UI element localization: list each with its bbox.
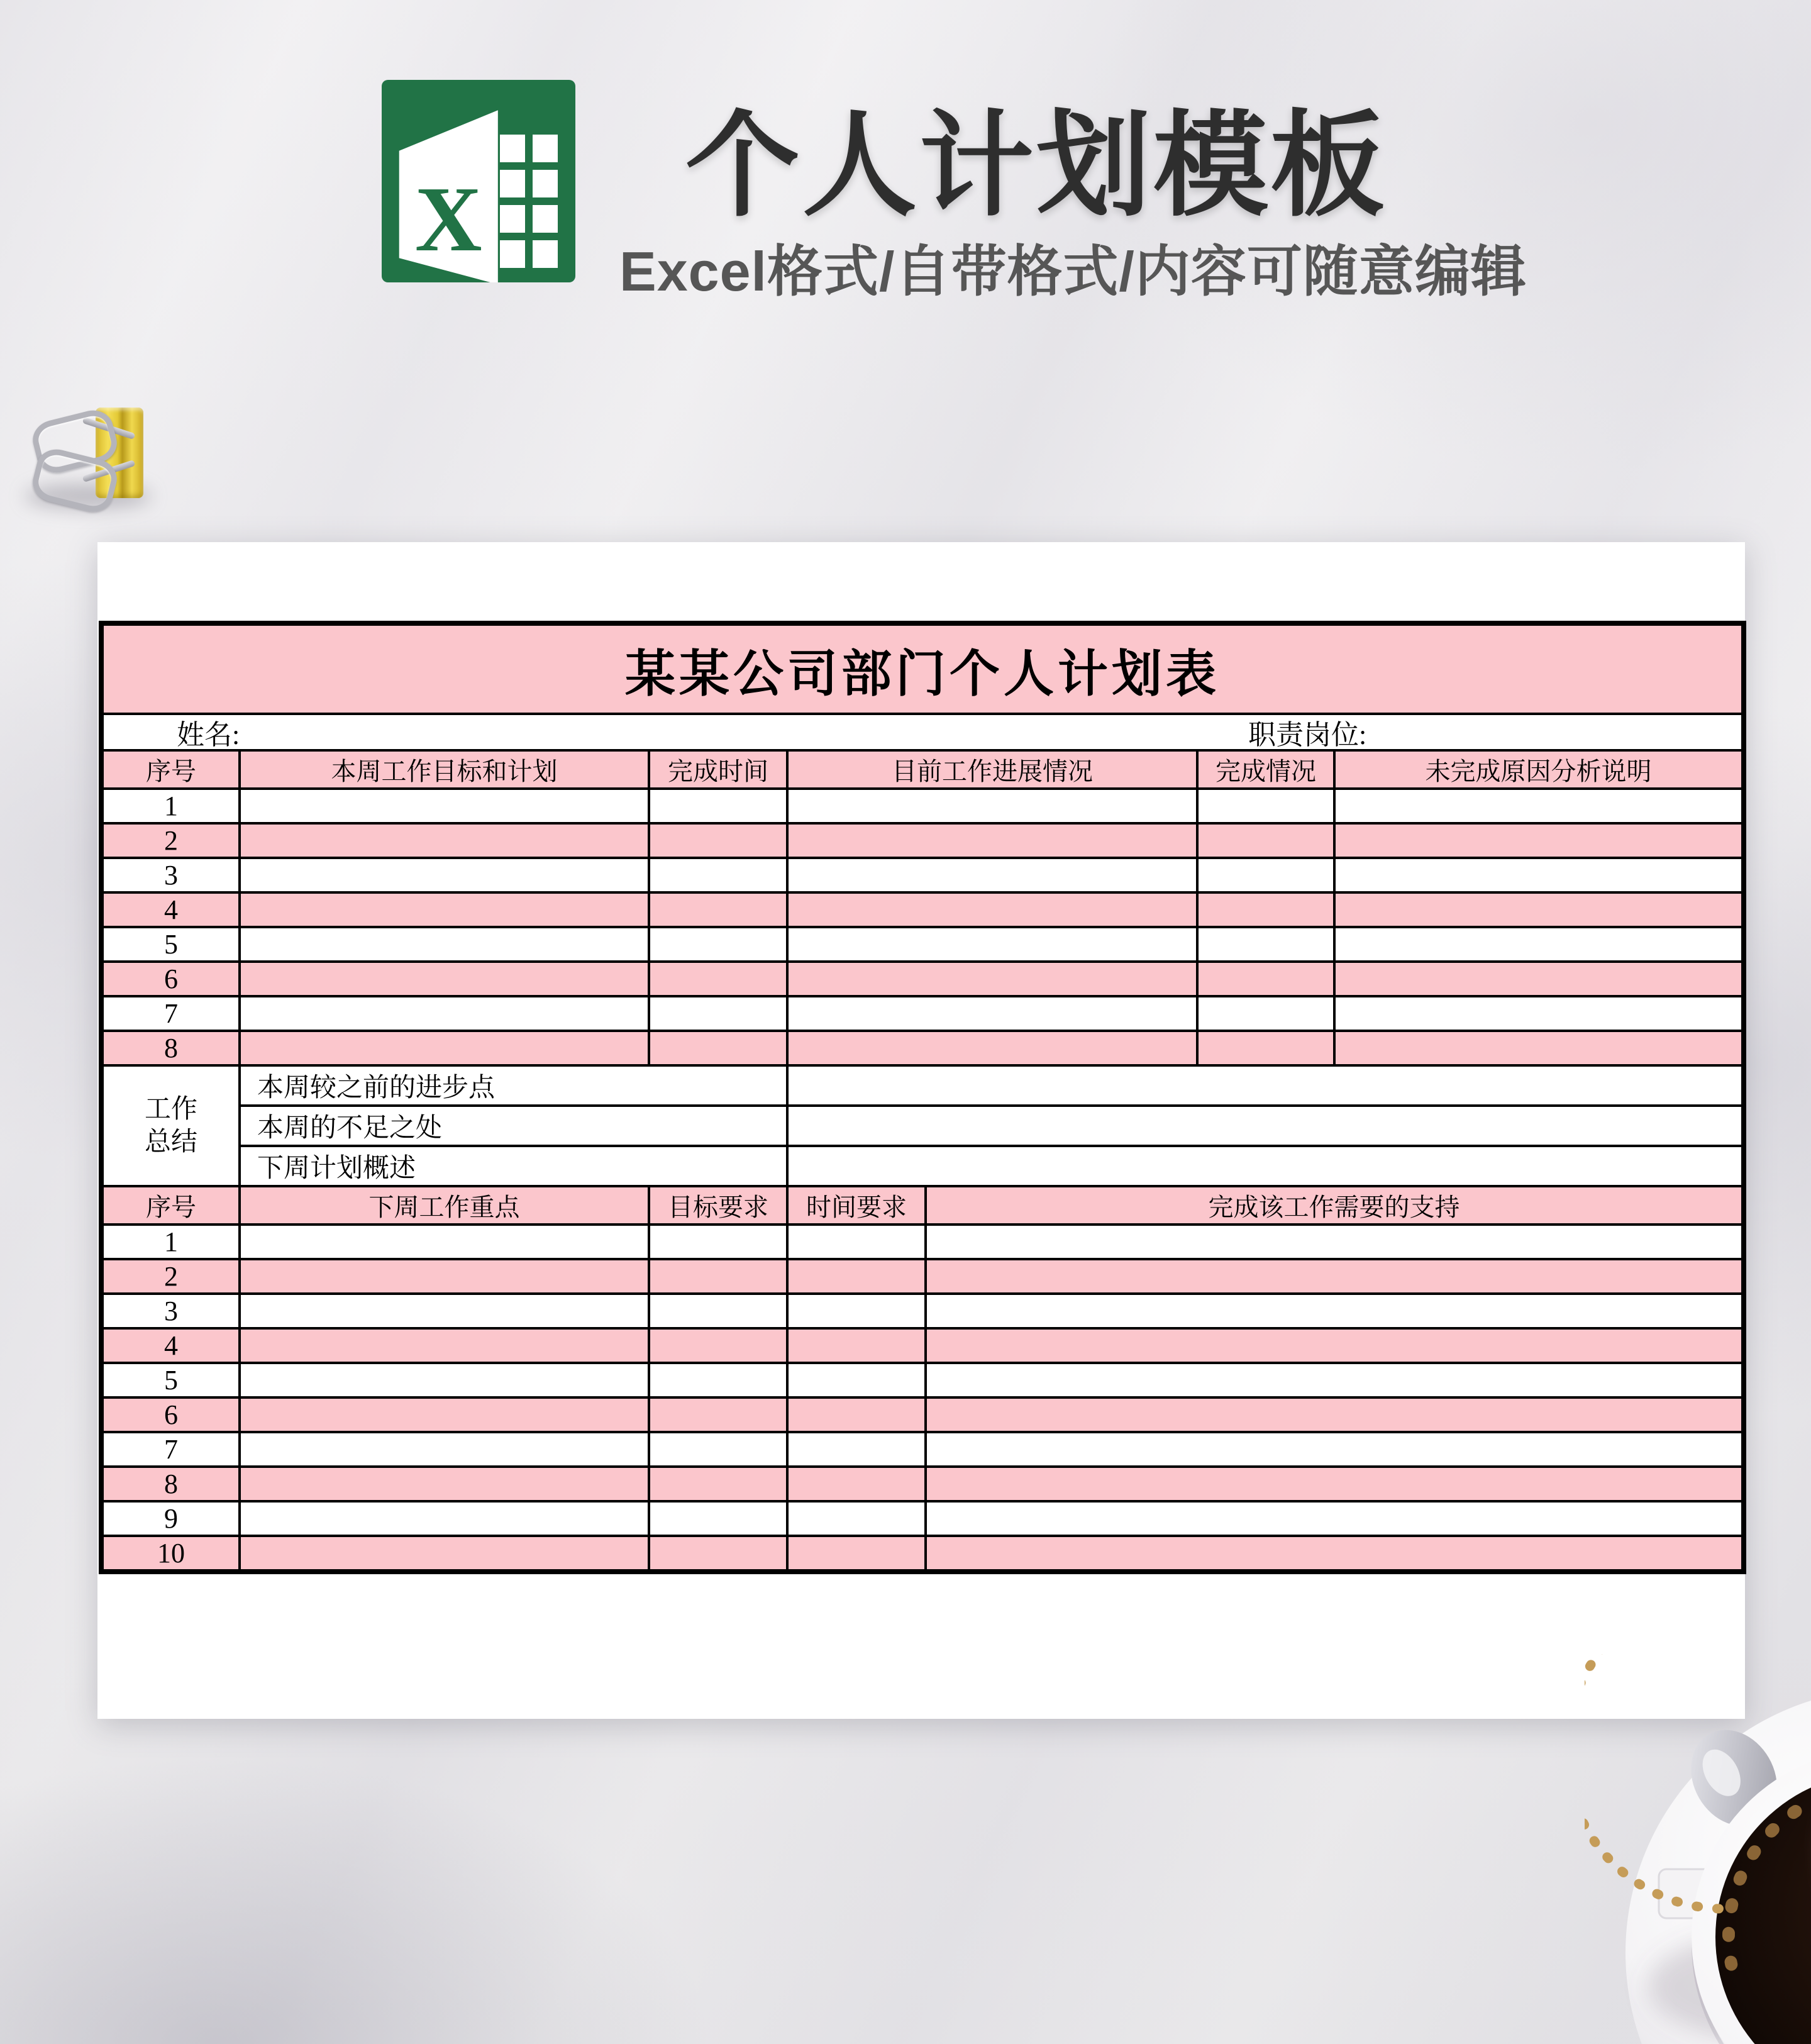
empty-cell (649, 1294, 787, 1328)
empty-cell (787, 927, 1197, 962)
row-number-cell: 4 (101, 892, 240, 927)
empty-cell (787, 1294, 926, 1328)
row-number-cell: 4 (101, 1328, 240, 1363)
empty-cell (240, 892, 649, 927)
empty-cell (649, 1363, 787, 1397)
empty-cell (787, 1467, 926, 1501)
column-header: 完成时间 (649, 750, 787, 789)
table-row (101, 892, 1744, 927)
empty-cell (1334, 892, 1744, 927)
banner-subtitle: Excel格式/自带格式/内容可随意编辑 (619, 240, 1527, 303)
empty-cell (649, 996, 787, 1031)
empty-cell (240, 1259, 649, 1294)
summary-label: 本周的不足之处 (240, 1106, 787, 1146)
empty-cell (240, 1294, 649, 1328)
banner-title: 个人计划模板 (685, 101, 1387, 230)
empty-cell (240, 927, 649, 962)
table-row (101, 996, 1744, 1031)
empty-cell (926, 1467, 1744, 1501)
empty-cell (926, 1397, 1744, 1432)
row-number-cell: 6 (101, 962, 240, 996)
empty-cell (240, 1536, 649, 1572)
summary-row (101, 1106, 1744, 1146)
empty-cell (649, 892, 787, 927)
empty-cell (649, 927, 787, 962)
empty-cell (787, 892, 1197, 927)
empty-cell (926, 1294, 1744, 1328)
table-row (101, 1328, 1744, 1363)
empty-cell (926, 1432, 1744, 1467)
table-row (101, 1397, 1744, 1432)
table-row (101, 1363, 1744, 1397)
row-number-cell: 10 (101, 1536, 240, 1572)
empty-cell (649, 1259, 787, 1294)
table-row (101, 927, 1744, 962)
empty-cell (649, 789, 787, 823)
summary-label: 下周计划概述 (240, 1146, 787, 1186)
empty-cell (649, 1225, 787, 1259)
name-position-cell (101, 714, 1744, 750)
empty-cell (787, 789, 1197, 823)
column-header: 序号 (101, 750, 240, 789)
empty-cell (649, 1536, 787, 1572)
section2-header-row (101, 1186, 1744, 1225)
empty-cell (926, 1225, 1744, 1259)
table-row (101, 1031, 1744, 1065)
column-header: 目前工作进展情况 (787, 750, 1197, 789)
table-row (101, 858, 1744, 892)
empty-cell (649, 823, 787, 858)
summary-row (101, 1146, 1744, 1186)
empty-cell (1334, 927, 1744, 962)
name-label: 姓名: (177, 719, 240, 750)
summary-label: 本周较之前的进步点 (240, 1065, 787, 1106)
table-row (101, 1225, 1744, 1259)
empty-cell (240, 1225, 649, 1259)
row-number-cell: 5 (101, 1363, 240, 1397)
empty-cell (787, 1536, 926, 1572)
column-header: 目标要求 (649, 1186, 787, 1225)
summary-row (101, 1065, 1744, 1106)
row-number-cell: 5 (101, 927, 240, 962)
empty-cell (649, 858, 787, 892)
summary-value-cell (787, 1065, 1744, 1106)
row-number-cell: 3 (101, 1294, 240, 1328)
empty-cell (787, 996, 1197, 1031)
table-row (101, 789, 1744, 823)
empty-cell (240, 823, 649, 858)
empty-cell (240, 858, 649, 892)
empty-cell (240, 1432, 649, 1467)
empty-cell (240, 1031, 649, 1065)
table-row (101, 1259, 1744, 1294)
empty-cell (649, 1467, 787, 1501)
empty-cell (1334, 996, 1744, 1031)
empty-cell (787, 1328, 926, 1363)
plan-table (99, 621, 1746, 1574)
row-number-cell: 7 (101, 996, 240, 1031)
empty-cell (1334, 823, 1744, 858)
empty-cell (240, 996, 649, 1031)
empty-cell (926, 1501, 1744, 1536)
row-number-cell: 2 (101, 1259, 240, 1294)
empty-cell (1197, 823, 1334, 858)
empty-cell (240, 1397, 649, 1432)
empty-cell (787, 1225, 926, 1259)
empty-cell (1197, 789, 1334, 823)
empty-cell (787, 1501, 926, 1536)
empty-cell (926, 1363, 1744, 1397)
empty-cell (926, 1328, 1744, 1363)
row-number-cell: 1 (101, 1225, 240, 1259)
empty-cell (787, 858, 1197, 892)
empty-cell (649, 1397, 787, 1432)
column-header: 序号 (101, 1186, 240, 1225)
empty-cell (787, 1259, 926, 1294)
table-title-row (101, 623, 1744, 714)
empty-cell (1197, 962, 1334, 996)
row-number-cell: 2 (101, 823, 240, 858)
empty-cell (649, 1432, 787, 1467)
row-number-cell: 3 (101, 858, 240, 892)
column-header: 时间要求 (787, 1186, 926, 1225)
empty-cell (1334, 789, 1744, 823)
empty-cell (240, 789, 649, 823)
empty-cell (240, 1501, 649, 1536)
empty-cell (926, 1536, 1744, 1572)
empty-cell (240, 1467, 649, 1501)
paper-sheet (97, 542, 1745, 1719)
empty-cell (1197, 1031, 1334, 1065)
empty-cell (240, 1363, 649, 1397)
row-number-cell: 1 (101, 789, 240, 823)
empty-cell (1334, 858, 1744, 892)
empty-cell (649, 962, 787, 996)
empty-cell (787, 962, 1197, 996)
empty-cell (787, 1432, 926, 1467)
empty-cell (649, 1501, 787, 1536)
table-row (101, 1536, 1744, 1572)
empty-cell (1197, 858, 1334, 892)
empty-cell (1197, 996, 1334, 1031)
empty-cell (787, 823, 1197, 858)
summary-value-cell (787, 1106, 1744, 1146)
table-row (101, 1501, 1744, 1536)
coffee-cup (1585, 1654, 1811, 2044)
section1-header-row (101, 750, 1744, 789)
empty-cell (787, 1363, 926, 1397)
column-header: 本周工作目标和计划 (240, 750, 649, 789)
empty-cell (926, 1259, 1744, 1294)
table-row (101, 1432, 1744, 1467)
table-row (101, 1467, 1744, 1501)
column-header: 未完成原因分析说明 (1334, 750, 1744, 789)
table-row (101, 962, 1744, 996)
section1-rows (101, 789, 1744, 1065)
summary-value-cell (787, 1146, 1744, 1186)
empty-cell (240, 962, 649, 996)
empty-cell (1197, 892, 1334, 927)
name-position-row (101, 714, 1744, 750)
row-number-cell: 9 (101, 1501, 240, 1536)
empty-cell (649, 1328, 787, 1363)
excel-grid-shape (500, 135, 558, 269)
empty-cell (787, 1031, 1197, 1065)
column-header: 完成情况 (1197, 750, 1334, 789)
table-row (101, 823, 1744, 858)
row-number-cell: 6 (101, 1397, 240, 1432)
empty-cell (649, 1031, 787, 1065)
column-header: 完成该工作需要的支持 (926, 1186, 1744, 1225)
table-title: 某某公司部门个人计划表 (101, 623, 1744, 714)
excel-x-letter: X (414, 168, 482, 272)
empty-cell (787, 1397, 926, 1432)
position-label: 职责岗位: (1248, 719, 1367, 750)
empty-cell (1197, 927, 1334, 962)
empty-cell (1334, 962, 1744, 996)
excel-icon (382, 80, 575, 282)
empty-cell (1334, 1031, 1744, 1065)
row-number-cell: 7 (101, 1432, 240, 1467)
row-number-cell: 8 (101, 1467, 240, 1501)
section2-rows (101, 1225, 1744, 1572)
table-row (101, 1294, 1744, 1328)
column-header: 下周工作重点 (240, 1186, 649, 1225)
summary-side-cell: 工作总结 (101, 1065, 240, 1186)
row-number-cell: 8 (101, 1031, 240, 1065)
empty-cell (240, 1328, 649, 1363)
